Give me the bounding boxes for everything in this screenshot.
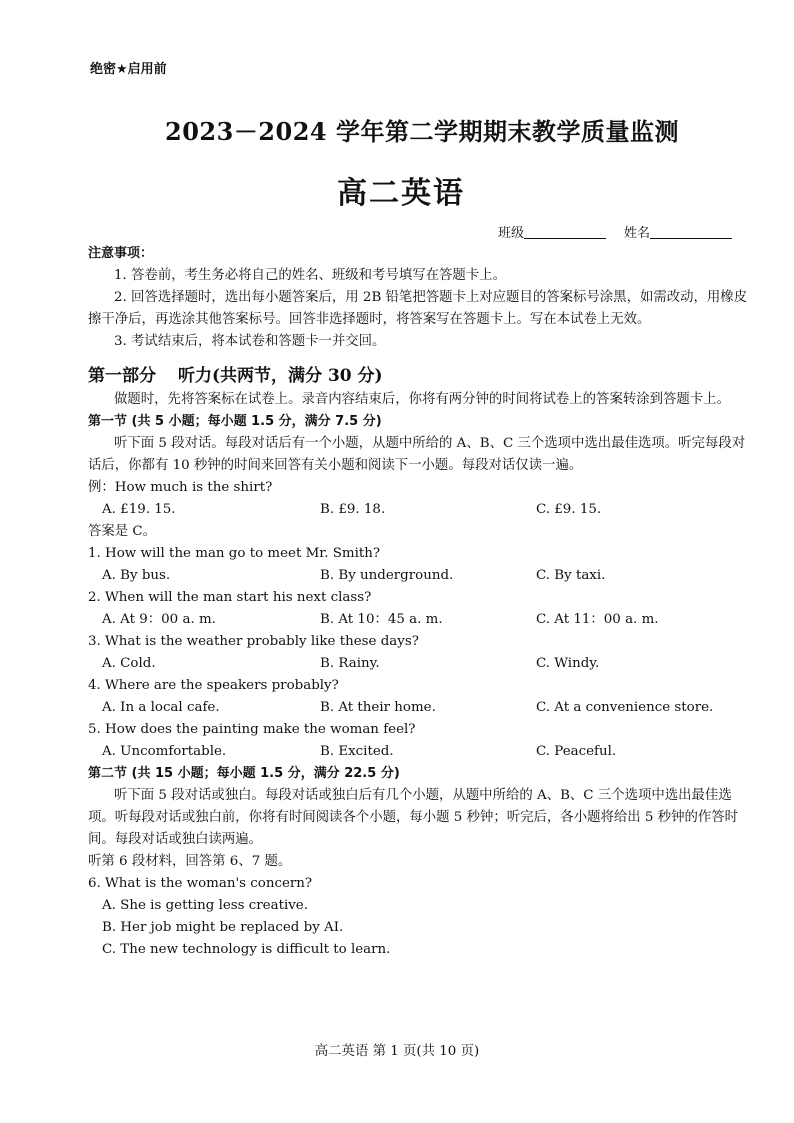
option-b: B. Excited. [320, 744, 394, 759]
option-a: A. Cold. [102, 656, 156, 671]
subject-title: 高二英语 [337, 176, 465, 211]
notes-item-1: 1. 答卷前，考生务必将自己的姓名、班级和考号填写在答题卡上。 [114, 268, 506, 283]
example-options [88, 499, 748, 521]
page-footer: 高二英语 第 1 页(共 10 页) [314, 1044, 480, 1059]
option-c: C. Peaceful. [536, 744, 617, 759]
option-c: C. At 11：00 a. m. [536, 612, 659, 627]
option-a: A. By bus. [102, 568, 171, 583]
exam-content [88, 243, 748, 961]
question-1: 1. How will the man go to meet Mr. Smith? [88, 546, 381, 561]
part1-label: 第一部分 [88, 366, 156, 386]
section1-heading: 第一节 (共 5 小题；每小题 1.5 分，满分 7.5 分) [88, 414, 382, 429]
section1-intro: 听下面 5 段对话。每段对话后有一个小题，从题中所给的 A、B、C 三个选项中选出最佳选项。听完每段对话后，你都有 10 秒钟的时间来回答有关小题和阅读下一小题。每段对话仅读一遍。 [88, 436, 746, 473]
option-c: C. £9. 15. [536, 502, 602, 517]
part1-intro: 做题时，先将答案标在试卷上。录音内容结束后，你将有两分钟的时间将试卷上的答案转涂到答题卡上。 [114, 392, 730, 407]
example-question: 例：How much is the shirt? [88, 480, 273, 495]
question-1-options [88, 565, 748, 587]
option-a: A. £19. 15. [102, 502, 176, 517]
question-5: 5. How does the painting make the woman feel? [88, 722, 416, 737]
question-3-options [88, 653, 748, 675]
option-c: C. The new technology is difficult to learn. [102, 942, 391, 957]
option-b: B. Rainy. [320, 656, 380, 671]
example-answer: 答案是 C。 [88, 524, 157, 539]
option-a: A. She is getting less creative. [102, 898, 308, 913]
notes-item-3: 3. 考试结束后，将本试卷和答题卡一并交回。 [114, 334, 386, 349]
student-info-line [498, 222, 732, 241]
option-a: A. Uncomfortable. [102, 744, 227, 759]
question-3: 3. What is the weather probably like these days? [88, 634, 419, 649]
confidential-mark: 绝密★启用前 [90, 62, 167, 77]
part1-title: 听力(共两节，满分 30 分) [178, 366, 383, 386]
option-b: B. At 10：45 a. m. [320, 612, 443, 627]
question-2: 2. When will the man start his next class? [88, 590, 372, 605]
option-c: C. At a convenience store. [536, 700, 714, 715]
class-blank [524, 226, 606, 239]
question-5-options [88, 741, 748, 763]
question-6: 6. What is the woman's concern? [88, 876, 313, 891]
section2-intro: 听下面 5 段对话或独白。每段对话或独白后有几个小题，从题中所给的 A、B、C 三个选项中选出最佳选项。听每段对话或独白前，你将有时间阅读各个小题，每小题 5 秒钟；听完后，各小题将给出 5 秒钟的作答时间。每段对话或独白读两遍。 [88, 788, 739, 847]
option-b: B. £9. 18. [320, 502, 386, 517]
option-b: B. By underground. [320, 568, 454, 583]
exam-title: 2023－2024 学年第二学期期末教学质量监测 [165, 117, 679, 146]
name-label: 姓名 [623, 226, 650, 241]
option-a: A. At 9：00 a. m. [102, 612, 216, 627]
question-4: 4. Where are the speakers probably? [88, 678, 339, 693]
name-blank [650, 226, 732, 239]
option-c: C. By taxi. [536, 568, 606, 583]
class-label: 班级 [497, 226, 524, 241]
option-b: B. At their home. [320, 700, 436, 715]
notes-heading: 注意事项： [88, 246, 154, 261]
option-b: B. Her job might be replaced by AI. [102, 920, 344, 935]
notes-item-2: 2. 回答选择题时，选出每小题答案后，用 2B 铅笔把答题卡上对应题目的答案标号涂黑，如需改动，用橡皮擦干净后，再选涂其他答案标号。回答非选择题时，将答案写在答题卡上。写在本试卷上无效。 [88, 290, 748, 327]
option-c: C. Windy. [536, 656, 600, 671]
section2-heading: 第二节 (共 15 小题；每小题 1.5 分，满分 22.5 分) [88, 766, 400, 781]
material-instruction: 听第 6 段材料，回答第 6、7 题。 [88, 854, 292, 869]
part1-heading [88, 363, 748, 389]
question-2-options [88, 609, 748, 631]
option-a: A. In a local cafe. [102, 700, 220, 715]
question-4-options [88, 697, 748, 719]
